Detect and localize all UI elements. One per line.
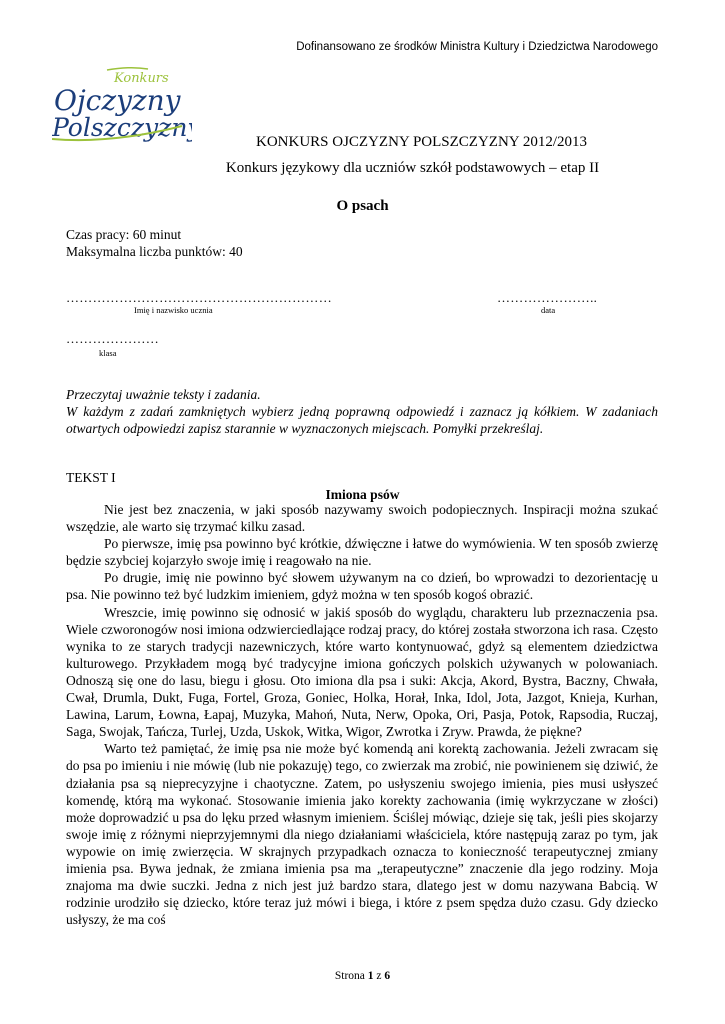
logo-polszczyzny: Polszczyzny <box>52 113 192 142</box>
text-title: Imiona psów <box>325 487 400 502</box>
contest-title: KONKURS OJCZYZNY POLSZCZYZNY 2012/2013 <box>256 134 587 150</box>
contest-logo <box>52 66 192 144</box>
funding-note: Dofinansowano ze środków Ministra Kultury i Dziedzictwa Narodowego <box>296 41 658 53</box>
name-label: Imię i nazwisko ucznia <box>134 305 213 315</box>
contest-subtitle: Konkurs językowy dla uczniów szkół podstawowych – etap II <box>225 160 600 176</box>
page-of: z <box>376 970 382 982</box>
text-body <box>66 501 658 928</box>
date-label: data <box>541 305 556 315</box>
logo-graphic <box>52 66 192 144</box>
page-prefix: Strona <box>334 970 365 982</box>
paragraph: Wreszcie, imię powinno się odnosić w jakiś sposób do wyglądu, charakteru lub przeznaczenia psa. Wiele czworonogów nosi imiona odzwierciedlające rodzaj pracy, do której została stworzona ich rasa. Często wynika to ze starych tradycji nazewniczych, które warto kontynuować, gdyż są elementem dziedzictwa kulturowego. Przykładem mogą być tradycyjne imiona gończych polskich używanych w polowaniach. Odnoszą się one do lasu, biegu i głosu. Oto imiona dla psa i suki: Akcja, Akord, Bystra, Baczny, Chwała, Cwał, Drumla, Dukt, Fuga, Fortel, Groza, Goniec, Holka, Horał, Inka, Idol, Jota, Jazgot, Knieja, Kurhan, Lawina, Larum, Łowna, Łapaj, Muzyka, Mahoń, Nuta, Nerw, Opoka, Ori, Pasja, Potok, Rapsodia, Ruczaj, Saga, Swojak, Tańcza, Turlej, Uzda, Uskok, Witka, Wigor, Zwrotka i Zryw. Prawda, że piękne? <box>66 604 658 740</box>
paragraph: Warto też pamiętać, że imię psa nie może być komendą ani korektą zachowania. Jeżeli zwracam się do psa po imieniu i nie mówię (lub nie pokazuję) tego, co zwierzak ma zrobić, nie powinienem się dziwić, że działania psa są nieprecyzyjne i chaotyczne. Zatem, po usłyszeniu swojego imienia, pies musi usłyszeć komendę, którą ma wykonać. Stosowanie imienia jako korekty zachowania (imię wykrzyczane w złości) może doprowadzić u psa do lęku przed własnym imieniem. Ściślej mówiąc, dzieje się tak, jeśli pies skojarzy swoje imię z różnymi nieprzyjemnymi dla niego działaniami właściciela, które następują zaraz po tym, jak wypowie on imię zwierzęcia. W skrajnych przypadkach oznacza to konieczność terapeutycznej zmiany imienia psa. Bywa jednak, że zmiana imienia psa ma „terapeutyczne” znaczenie dla jego rodziny. Moja znajoma ma dwie suczki. Jedna z nich jest już bardzo stara, dlatego jest w domu nazywana Babcią. W rodzinie urodziło się dziecko, które teraz już mówi i biega, i które z psem spędza dużo czasu. Gdy dziecko usłyszy, że ma coś <box>66 741 658 928</box>
text-label: TEKST I <box>66 470 116 485</box>
paragraph: Nie jest bez znaczenia, w jaki sposób nazywamy swoich podopiecznych. Inspiracji można szukać wszędzie, ale warto się trzymać kilku zasad. <box>66 502 658 535</box>
paragraph: Po pierwsze, imię psa powinno być krótkie, dźwięczne i łatwe do wymówienia. W ten sposób zwierzę będzie szybciej kojarzyło swoje imię i reagowało na nie. <box>66 536 658 569</box>
max-points: Maksymalna liczba punktów: 40 <box>66 244 243 259</box>
page-current: 1 <box>367 970 374 982</box>
page-footer <box>0 970 725 982</box>
instruction-line: Przeczytaj uważnie teksty i zadania. <box>66 387 261 402</box>
name-field: …………………………………………………… <box>66 290 332 305</box>
instructions <box>66 386 658 437</box>
paragraph: Po drugie, imię nie powinno być słowem używanym na co dzień, bo wprowadzi to dezorientację u psa. Nie powinno też być ludzkim imieniem, gdyż można w ten sposób kogoś obrazić. <box>66 570 658 603</box>
logo-ojczyzny: Ojczyzny <box>54 84 181 117</box>
topic-title: O psach <box>336 198 389 214</box>
instruction-line: W każdym z zadań zamkniętych wybierz jedną poprawną odpowiedź i zaznacz ją kółkiem. W zadaniach otwartych odpowiedzi zapisz starannie w wyznaczonych miejscach. Pomyłki przekreślaj. <box>66 404 658 436</box>
class-label: klasa <box>99 348 117 358</box>
date-field: ………………….. <box>497 290 598 305</box>
page-total: 6 <box>384 970 391 982</box>
time-limit: Czas pracy: 60 minut <box>66 227 182 242</box>
logo-konkurs: Konkurs <box>114 71 169 86</box>
class-field: ………………… <box>66 331 160 346</box>
